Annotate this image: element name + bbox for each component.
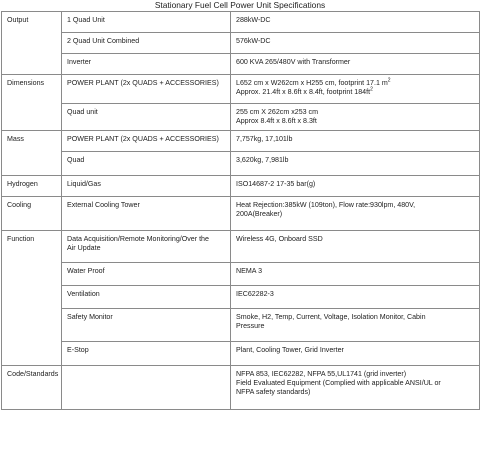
table-row [2, 263, 480, 286]
item-cell [62, 366, 231, 410]
table-row [2, 104, 480, 131]
table-row [2, 366, 480, 410]
item-cell: Water Proof [62, 263, 231, 286]
value-cell: NFPA 853, IEC62282, NFPA 55,UL1741 (grid inverter) Field Evaluated Equipment (Complied with applicable ANSI/UL or NFPA safety standards) [231, 366, 480, 410]
table-row [2, 54, 480, 75]
item-cell: 2 Quad Unit Combined [62, 33, 231, 54]
item-cell: External Cooling Tower [62, 197, 231, 231]
value-cell: Wireless 4G, Onboard SSD [231, 231, 480, 263]
value-cell: NEMA 3 [231, 263, 480, 286]
item-cell: Data Acquisition/Remote Monitoring/Over the Air Update [62, 231, 231, 263]
value-cell: 7,757kg, 17,101lb [231, 131, 480, 152]
category-cell: Mass [2, 131, 62, 176]
value-cell: 288kW-DC [231, 12, 480, 33]
item-cell: Inverter [62, 54, 231, 75]
value-cell: 600 KVA 265/480V with Transformer [231, 54, 480, 75]
item-cell: Liquid/Gas [62, 176, 231, 197]
category-cell: Code/Standards [2, 366, 62, 410]
value-cell: 3,620kg, 7,981lb [231, 152, 480, 176]
value-cell: L652 cm x W262cm x H255 cm, footprint 17.1 $m^2$ Approx. 21.4ft x 8.6ft x 8.4ft, footprint $184ft^2$ [231, 75, 480, 104]
category-cell: Function [2, 231, 62, 366]
specifications-table [1, 11, 480, 410]
table-row [2, 75, 480, 104]
value-cell: IEC62282-3 [231, 286, 480, 309]
table-row [2, 152, 480, 176]
item-cell: Quad [62, 152, 231, 176]
table-row [2, 33, 480, 54]
table-row [2, 342, 480, 366]
table-row [2, 286, 480, 309]
value-cell: ISO14687-2 17-35 bar(g) [231, 176, 480, 197]
value-cell: Heat Rejection:385kW (109ton), Flow rate:930lpm, 480V, 200A(Breaker) [231, 197, 480, 231]
table-row [2, 176, 480, 197]
item-cell: 1 Quad Unit [62, 12, 231, 33]
value-cell: Plant, Cooling Tower, Grid Inverter [231, 342, 480, 366]
category-cell: Hydrogen [2, 176, 62, 197]
table-row [2, 309, 480, 342]
item-cell: POWER PLANT (2x QUADS + ACCESSORIES) [62, 131, 231, 152]
table-row [2, 231, 480, 263]
item-cell: E-Stop [62, 342, 231, 366]
page-title: Stationary Fuel Cell Power Unit Specifications [154, 0, 326, 10]
value-cell: Smoke, H2, Temp, Current, Voltage, Isolation Monitor, Cabin Pressure [231, 309, 480, 342]
item-cell: POWER PLANT (2x QUADS + ACCESSORIES) [62, 75, 231, 104]
item-cell: Safety Monitor [62, 309, 231, 342]
category-cell: Output [2, 12, 62, 75]
category-cell: Dimensions [2, 75, 62, 131]
table-row [2, 131, 480, 152]
value-cell: 255 cm X 262cm x253 cm Approx 8.4ft x 8.6ft x 8.3ft [231, 104, 480, 131]
item-cell: Ventilation [62, 286, 231, 309]
category-cell: Cooling [2, 197, 62, 231]
item-cell: Quad unit [62, 104, 231, 131]
value-cell: 576kW-DC [231, 33, 480, 54]
table-row [2, 197, 480, 231]
table-row [2, 12, 480, 33]
